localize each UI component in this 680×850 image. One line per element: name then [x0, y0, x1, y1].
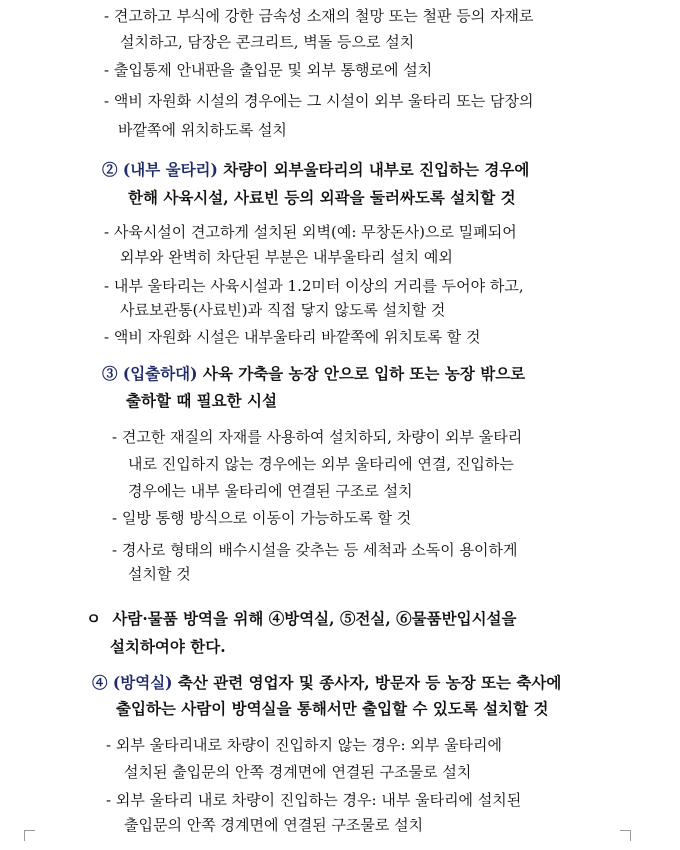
- bullet-line: - 내부 울타리는 사육시설과 1.2미터 이상의 거리를 두어야 하고,: [104, 277, 524, 295]
- item-number: ③: [102, 364, 118, 383]
- bullet-line: - 외부 울타리 내로 차량이 진입하는 경우: 내부 울타리에 설치된: [106, 791, 522, 809]
- bullet-line: 설치할 것: [128, 565, 191, 583]
- item-description: 차량이 외부울타리의 내부로 진입하는 경우에: [223, 160, 530, 179]
- bullet-line: 출입문의 안쪽 경계면에 연결된 구조물로 설치: [124, 816, 424, 834]
- item-title: (방역실): [112, 673, 173, 692]
- item-description: 축산 관련 영업자 및 종사자, 방문자 등 농장 또는 축사에: [177, 673, 562, 692]
- bullet-line: - 경사로 형태의 배수시설을 갖추는 등 세척과 소독이 용이하게: [112, 541, 518, 559]
- item-heading: [102, 364, 525, 384]
- item-heading-cont: 한해 사육시설, 사료빈 등의 외곽을 둘러싸도록 설치할 것: [128, 188, 516, 207]
- bullet-line: - 견고하고 부식에 강한 금속성 소재의 철망 또는 철판 등의 자재로: [104, 7, 534, 25]
- item-description: 사육 가축을 농장 안으로 입하 또는 농장 밖으로: [202, 364, 526, 383]
- item-heading-cont: 출하할 때 필요한 시설: [126, 391, 277, 410]
- bullet-line: - 출입통제 안내판을 출입문 및 외부 통행로에 설치: [104, 61, 433, 79]
- bullet-line: 바깥쪽에 위치하도록 설치: [118, 121, 287, 139]
- bullet-line: 경우에는 내부 울타리에 연결된 구조로 설치: [128, 482, 413, 500]
- main-point-text: 사람·물품 방역을 위해 ④방역실, ⑤전실, ⑥물품반입시설을: [112, 609, 517, 628]
- item-heading-cont: 출입하는 사람이 방역실을 통해서만 출입할 수 있도록 설치할 것: [116, 699, 549, 718]
- bullet-line: - 사육시설이 견고하게 설치된 외벽(예: 무창돈사)으로 밀폐되어: [104, 223, 517, 241]
- bullet-line: 설치하고, 담장은 콘크리트, 벽돌 등으로 설치: [120, 33, 415, 51]
- bullet-line: 내로 진입하지 않는 경우에는 외부 울타리에 연결, 진입하는: [128, 455, 514, 473]
- bullet-line: - 일방 통행 방식으로 이동이 가능하도록 할 것: [112, 509, 412, 527]
- bullet-line: - 견고한 재질의 자재를 사용하여 설치하되, 차량이 외부 울타리: [112, 428, 523, 446]
- main-point: [86, 609, 517, 629]
- bullet-line: 외부와 완벽히 차단된 부분은 내부울타리 설치 예외: [120, 248, 453, 266]
- item-title: (입출하대): [122, 364, 198, 383]
- item-heading: [102, 160, 529, 180]
- bullet-line: - 액비 자원화 시설은 내부울타리 바깥쪽에 위치토록 할 것: [104, 328, 481, 346]
- bullet-line: - 액비 자원화 시설의 경우에는 그 시설이 외부 울타리 또는 담장의: [104, 92, 534, 110]
- page-corner-mark-left: [24, 830, 35, 841]
- main-point-cont: 설치하여야 한다.: [110, 637, 226, 656]
- bullet-line: - 외부 울타리내로 차량이 진입하지 않는 경우: 외부 울타리에: [106, 736, 503, 754]
- bullet-line: 설치된 출입문의 안쪽 경계면에 연결된 구조물로 설치: [124, 763, 472, 781]
- item-title: (내부 울타리): [122, 160, 218, 179]
- item-number: ④: [92, 673, 108, 692]
- page-corner-mark-right: [620, 830, 631, 841]
- item-heading: [92, 673, 561, 693]
- bullet-line: 사료보관통(사료빈)과 직접 닿지 않도록 설치할 것: [120, 301, 446, 319]
- main-point-bullet: ㅇ: [86, 609, 101, 628]
- item-number: ②: [102, 160, 118, 179]
